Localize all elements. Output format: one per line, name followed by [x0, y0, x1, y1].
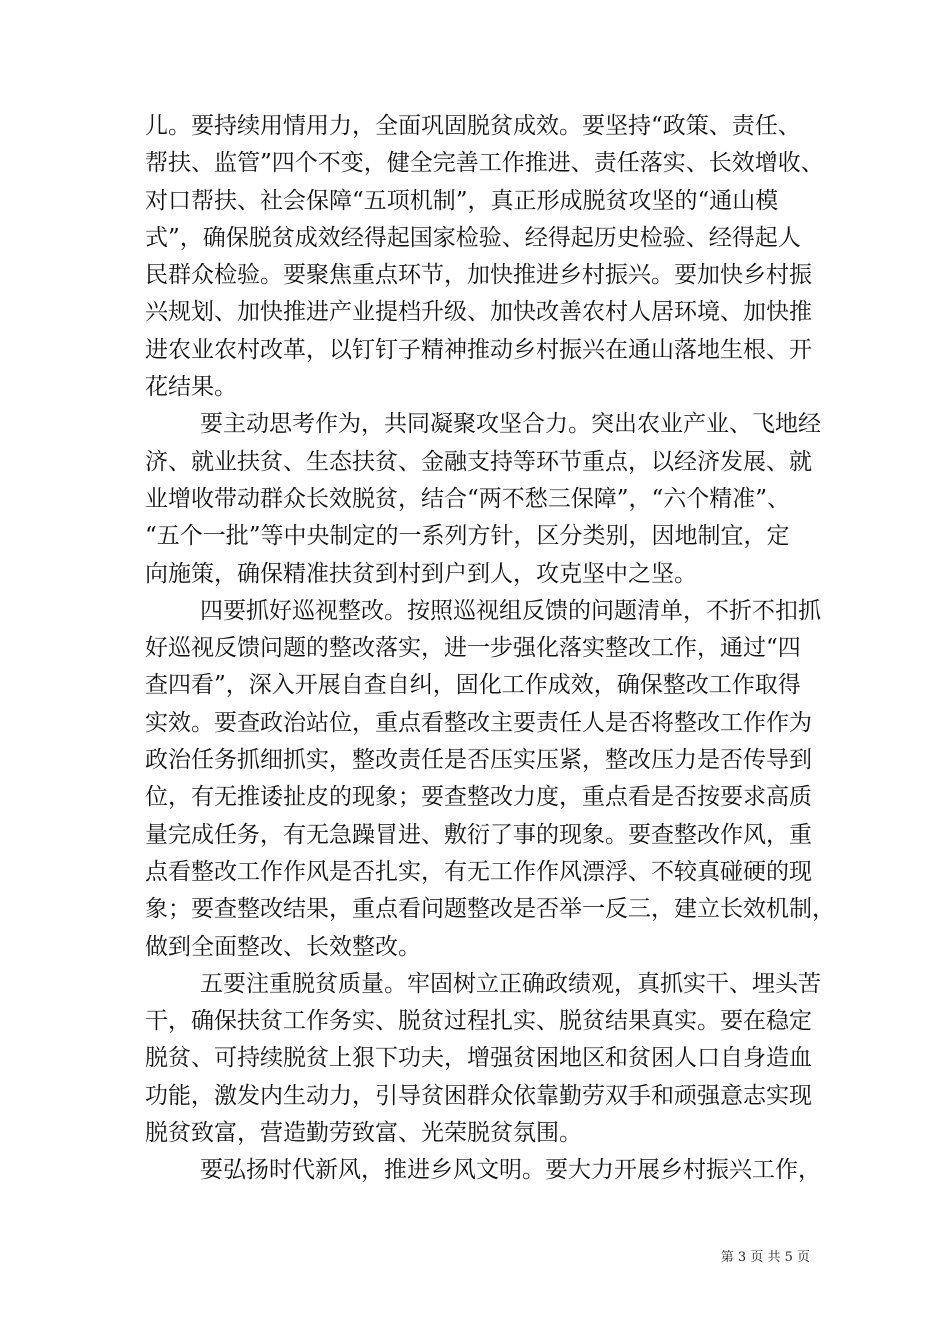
text-line: 花结果。	[145, 374, 237, 401]
text-line: 量完成任务，有无急躁冒进、敷衍了事的现象。要查整改作风，重	[145, 821, 812, 848]
document-body	[145, 108, 835, 1190]
text-line: 位，有无推诿扯皮的现象；要查整改力度，重点看是否按要求高质	[145, 784, 812, 811]
page-footer: 第 3 页 共 5 页	[720, 1250, 810, 1265]
text-line: 实效。要查政治站位，重点看整改主要责任人是否将整改工作作为	[145, 709, 812, 736]
text-line: 民群众检验。要聚焦重点环节，加快推进乡村振兴。要加快乡村振	[145, 262, 812, 289]
paragraph-start-line: 要弘扬时代新风，推进乡风文明。要大力开展乡村振兴工作，	[200, 1157, 821, 1184]
text-line: 进农业农村改革，以钉钉子精神推动乡村振兴在通山落地生根、开	[145, 336, 812, 363]
paragraph-start-line: 四要抓好巡视整改。按照巡视组反馈的问题清单，不折不扣抓	[200, 597, 821, 624]
text-line: 向施策，确保精准扶贫到村到户到人，攻克坚中之坚。	[145, 560, 697, 587]
text-line: 点看整改工作作风是否扎实，有无工作作风漂浮、不较真碰硬的现	[145, 858, 812, 885]
text-line: 做到全面整改、长效整改。	[145, 933, 421, 960]
text-line: 式”，确保脱贫成效经得起国家检验、经得起历史检验、经得起人	[145, 224, 801, 251]
text-line: 查四看”，深入开展自查自纠，固化工作成效，确保整改工作取得	[145, 672, 801, 699]
text-line: 功能，激发内生动力，引导贫困群众依靠勤劳双手和顽强意志实现	[145, 1082, 812, 1109]
text-line: 帮扶、监管”四个不变，健全完善工作推进、责任落实、长效增收、	[145, 150, 824, 177]
text-line: 政治任务抓细抓实，整改责任是否压实压紧，整改压力是否传导到	[145, 747, 812, 774]
text-line: 象；要查整改结果，重点看问题整改是否举一反三，建立长效机制，	[145, 896, 835, 923]
text-line: 脱贫、可持续脱贫上狠下功夫，增强贫困地区和贫困人口自身造血	[145, 1045, 812, 1072]
text-line: 济、就业扶贫、生态扶贫、金融支持等环节重点，以经济发展、就	[145, 448, 812, 475]
text-line: 好巡视反馈问题的整改落实，进一步强化落实整改工作，通过“四	[145, 635, 801, 662]
text-line: “五个一批”等中央制定的一系列方针，区分类别，因地制宜，定	[145, 523, 790, 550]
text-line: 脱贫致富，营造勤劳致富、光荣脱贫氛围。	[145, 1120, 582, 1147]
paragraph-start-line: 要主动思考作为，共同凝聚攻坚合力。突出农业产业、飞地经	[200, 411, 821, 438]
text-line: 对口帮扶、社会保障“五项机制”，真正形成脱贫攻坚的“通山模	[145, 187, 779, 214]
text-line: 儿。要持续用情用力，全面巩固脱贫成效。要坚持“政策、责任、	[145, 113, 801, 139]
paragraph-start-line: 五要注重脱贫质量。牢固树立正确政绩观，真抓实干、埋头苦	[200, 970, 821, 997]
text-line: 业增收带动群众长效脱贫，结合“两不愁三保障”，“六个精准”、	[145, 485, 791, 512]
text-line: 干，确保扶贫工作务实、脱贫过程扎实、脱贫结果真实。要在稳定	[145, 1008, 812, 1035]
text-line: 兴规划、加快推进产业提档升级、加快改善农村人居环境、加快推	[145, 299, 812, 326]
